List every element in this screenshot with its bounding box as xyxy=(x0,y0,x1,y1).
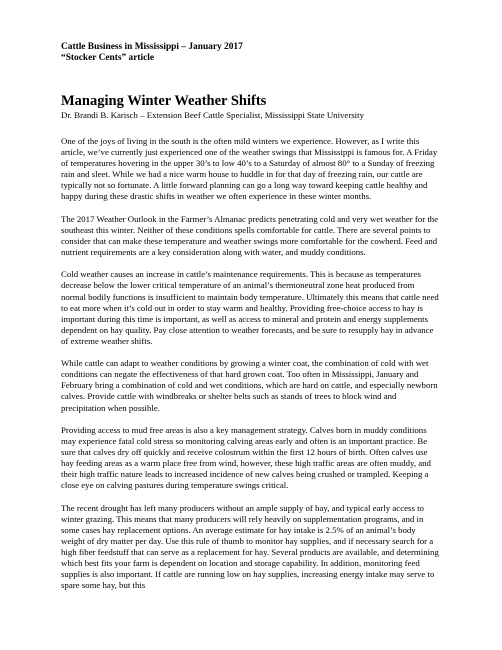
body-paragraph: One of the joys of living in the south is the often mild winters we experience. However, as I write this article, we’ve currently just experienced one of the weather swings that Mississippi is famous for. A Friday of temperatures hovering in the upper 30’s to low 40’s to a Saturday of almost 80° to a Sunday of freezing rain and sleet. While we had a nice warm house to huddle in for that day of freezing rain, our cattle are typically not so fortunate. A little forward planning can go a long way toward keeping cattle healthy and happy during these drastic shifts in weather we often experience in these winter months. xyxy=(61,136,438,202)
body-paragraph: The 2017 Weather Outlook in the Farmer’s Almanac predicts penetrating cold and very wet weather for the southeast this winter. Neither of these conditions spells comfortable for cattle. There are several points to consider that can make these temperature and weather swings more comfortable for the cowherd. Feed and nutrient requirements are a key consideration along with water, and muddy conditions. xyxy=(61,213,439,258)
publication-line: Cattle Business in Mississippi – January 2017 xyxy=(61,42,243,52)
body-paragraph: Providing access to mud free areas is also a key management strategy. Calves born in muddy conditions may experience fatal cold stress so monitoring calving areas early and often is an important practice. Be sure that calves dry off quickly and receive colostrum within the first 12 hours of birth. Often calves use hay feeding areas as a warm place free from wind, however, these high traffic areas are often muddy, and their high traffic nature leads to increased incidence of new calves being crushed or trampled. Keeping a close eye on calving pastures during temperature swings critical. xyxy=(61,424,431,491)
document-page xyxy=(61,42,441,591)
body-paragraph: The recent drought has left many producers without an ample supply of hay, and typical early access to winter grazing. This means that many producers will rely heavily on supplementation programs, and in some cases hay replacement options. An average estimate for hay intake is 2.5% of an animal’s body weight of dry matter per day. Use this rule of thumb to monitor hay supplies, and if necessary search for a high fiber feedstuff that can serve as a replacement for hay. Several products are available, and determining which best fits your farm is dependent on location and storage capability. In addition, monitoring feed supplies is also important. If cattle are running low on hay supplies, increasing energy intake may serve to spare some hay, but this xyxy=(61,502,439,591)
column-line: “Stocker Cents” article xyxy=(61,53,155,63)
article-title: Managing Winter Weather Shifts xyxy=(61,93,267,109)
body-paragraph: Cold weather causes an increase in cattle’s maintenance requirements. This is because as temperatures decrease below the lower critical temperature of an animal’s thermoneutral zone heat produced from normal bodily functions is insufficient to maintain body temperature. Ultimately this means that cattle need to eat more when it’s cold out in order to stay warm and healthy. Providing free-choice access to hay is important during this time is important, as well as access to mineral and protein and energy supplements dependent on hay quality. Pay close attention to weather forecasts, and be sure to resupply hay in advance of extreme weather shifts. xyxy=(61,269,439,346)
body-paragraph: While cattle can adapt to weather conditions by growing a winter coat, the combination of cold with wet conditions can negate the effectiveness of that hard grown coat. Too often in Mississippi, January and February bring a combination of cold and wet conditions, which are hard on cattle, and especially newborn calves. Provide cattle with windbreaks or shelter belts such as stands of trees to block wind and precipitation when possible. xyxy=(61,358,438,413)
author-byline: Dr. Brandi B. Karisch – Extension Beef Cattle Specialist, Mississippi State University xyxy=(61,110,364,120)
